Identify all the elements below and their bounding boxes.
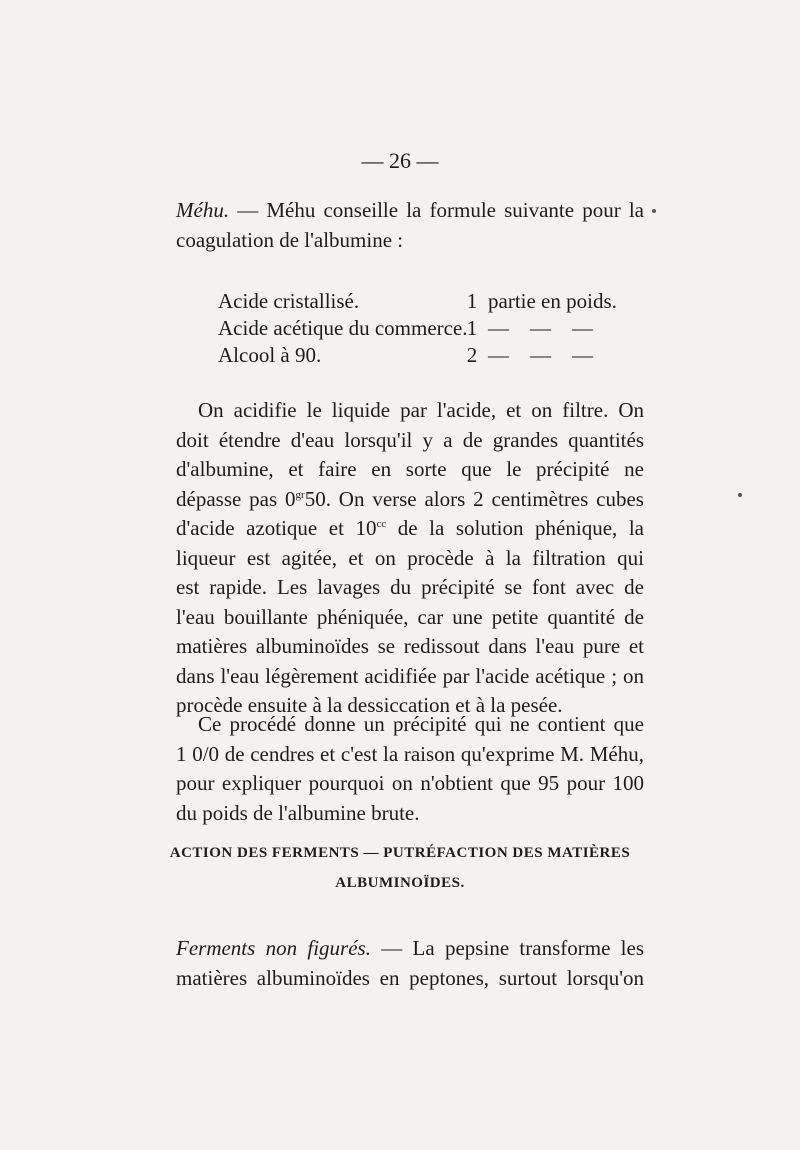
text-line: dans l'eau légèrement acidifiée par l'acide acétique ; on bbox=[176, 663, 644, 688]
ingredient-quantity: 1 bbox=[466, 316, 478, 340]
formula-list bbox=[218, 289, 658, 370]
text-line: procède ensuite à la dessiccation et à la pesée. bbox=[176, 693, 563, 717]
ingredient-name: Acide cristallisé. bbox=[218, 289, 360, 313]
text-line: du poids de l'albumine brute. bbox=[176, 800, 420, 825]
ingredient-name: Alcool à 90. bbox=[218, 343, 322, 367]
text-line: est rapide. Les lavages du précipité se font avec de bbox=[176, 575, 644, 599]
text-line bbox=[176, 934, 644, 964]
text-line: l'eau bouillante phéniquée, car une petite quantité de bbox=[176, 604, 644, 629]
ingredient-unit: — — — bbox=[488, 343, 593, 367]
intro-paragraph bbox=[176, 196, 644, 255]
formula-row bbox=[218, 289, 658, 316]
text-fragment: — La pepsine transforme les bbox=[370, 936, 644, 960]
ink-speck bbox=[738, 493, 742, 497]
subheading: Ferments non figurés. bbox=[176, 936, 371, 960]
formula-row bbox=[218, 343, 658, 370]
unit-superscript: gr bbox=[295, 488, 305, 501]
text-fragment: de la solution phénique, la bbox=[386, 516, 644, 540]
text-line: pour expliquer pourquoi on n'obtient que 95 pour 100 bbox=[176, 771, 644, 795]
text-line: d'albumine, et faire en sorte que le précipité ne bbox=[176, 457, 644, 481]
paragraph-result bbox=[176, 710, 644, 828]
intro-line-1-text: — Méhu conseille la formule suivante pour la bbox=[229, 198, 644, 222]
text-line bbox=[176, 485, 644, 515]
text-line: matières albuminoïdes se redissout dans l'eau pure et bbox=[176, 634, 644, 658]
ingredient-quantity: 1 bbox=[466, 289, 478, 313]
intro-line-2: coagulation de l'albumine : bbox=[176, 227, 404, 252]
ink-speck bbox=[652, 209, 656, 213]
section-title-line-2: ALBUMINOÏDES. bbox=[335, 875, 465, 891]
text-line: On acidifie le liquide par l'acide, et on filtre. On bbox=[198, 398, 644, 422]
ingredient-unit: — — — bbox=[488, 316, 593, 340]
text-fragment: 50. On verse alors 2 centimètres cubes bbox=[304, 486, 644, 511]
paragraph-ferments bbox=[176, 934, 644, 993]
intro-line-1 bbox=[176, 196, 644, 226]
formula-row bbox=[218, 316, 658, 343]
text-fragment: dépasse pas 0 bbox=[176, 486, 296, 511]
text-line: liqueur est agitée, et on procède à la filtration qui bbox=[176, 545, 644, 570]
text-line: 1 0/0 de cendres et c'est la raison qu'exprime M. Méhu, bbox=[176, 741, 644, 766]
text-line: doit étendre d'eau lorsqu'il y a de grandes quantités bbox=[176, 427, 644, 452]
unit-superscript: cc bbox=[376, 518, 387, 530]
page-number: — 26 — bbox=[361, 148, 439, 173]
text-line: matières albuminoïdes en peptones, surtout lorsqu'on bbox=[176, 965, 644, 990]
section-title-line-1: ACTION DES FERMENTS — PUTRÉFACTION DES MATIÈRES bbox=[169, 845, 631, 861]
paragraph-procedure bbox=[176, 396, 644, 721]
ingredient-name: Acide acétique du commerce. bbox=[218, 316, 468, 340]
author-name: Méhu. bbox=[176, 198, 230, 222]
ingredient-quantity: 2 bbox=[466, 343, 478, 367]
text-fragment: d'acide azotique et 10 bbox=[176, 516, 377, 540]
ingredient-unit: partie en poids. bbox=[488, 289, 617, 313]
text-line: Ce procédé donne un précipité qui ne contient que bbox=[198, 712, 644, 736]
text-line bbox=[176, 514, 644, 544]
